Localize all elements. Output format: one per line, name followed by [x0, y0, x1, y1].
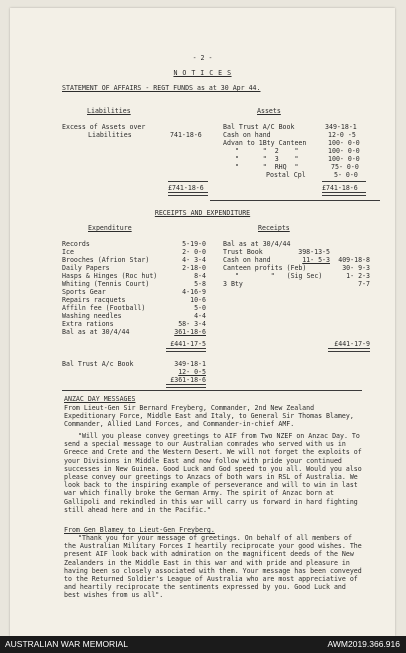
summary-total: £361-18-6 [170, 376, 206, 384]
expenditure-amount: 4-16-9 [182, 288, 206, 296]
receipt-subamount: 30- 9-3 [342, 264, 370, 272]
receipt-subamount: 11- 5-3 [302, 256, 330, 264]
assets-rule [322, 181, 366, 182]
receipt-subamount: 7-7 [358, 280, 370, 288]
expenditure-amount: 361-18-6 [174, 328, 206, 336]
asset-amount: 12-0 -5 [328, 131, 356, 139]
receipt-label: Canteen profits (Feb) [223, 264, 307, 272]
expenditure-amount: 10-6 [190, 296, 206, 304]
expenditure-amount: 4-4 [194, 312, 206, 320]
section-divider [210, 200, 380, 201]
document-page [10, 8, 395, 636]
receipt-label: 3 Bty [223, 280, 243, 288]
asset-row: Cash on hand [223, 131, 271, 139]
expenditure-label: Repairs racquets [62, 296, 126, 304]
expenditure-label: Bal as at 30/4/44 [62, 328, 130, 336]
anzac-intro: From Lieut-Gen Sir Bernard Freyberg, Commander, 2nd New Zealand Expeditionary Force, Middle East and Italy, to General Sir Thomas Blamey, Commander, Allied Land Forces, and Commander-in-chief AMF. [64, 404, 354, 429]
notices-title: N O T I C E S [173, 69, 232, 77]
liability-rule [168, 181, 208, 182]
assets-total: £741-18-6 [322, 184, 358, 192]
expenditure-amount: 2-18-0 [182, 264, 206, 272]
expenditure-label: Ice [62, 248, 74, 256]
receipts-heading: Receipts [258, 224, 290, 232]
summary-total-rule [166, 384, 206, 388]
page-number: - 2 - [192, 54, 213, 62]
asset-amount: 100- 0-0 [328, 155, 360, 163]
receipt-label: " " (Sig Sec) [235, 272, 323, 280]
asset-amount: 100- 0-0 [328, 147, 360, 155]
expenditure-amount: 2- 0-0 [182, 248, 206, 256]
section-divider [62, 390, 362, 391]
statement-heading: STATEMENT OF AFFAIRS - REGT FUNDS as at 30 Apr 44. [62, 84, 261, 92]
expenditure-total: £441-17-5 [170, 340, 206, 348]
anzac-heading: ANZAC DAY MESSAGES [64, 395, 136, 403]
asset-amount: 100- 0-0 [328, 139, 360, 147]
expenditure-label: Affiln fee (Football) [62, 304, 146, 312]
expenditure-label: Daily Papers [62, 264, 110, 272]
asset-amount: 5- 0-0 [334, 171, 358, 179]
asset-row: " " 2 " [235, 147, 299, 155]
asset-amount: 349-18-1 [325, 123, 357, 131]
expenditure-amount: 5-19-0 [182, 240, 206, 248]
expenditure-heading: Expenditure [88, 224, 132, 232]
asset-amount: 75- 0-0 [331, 163, 359, 171]
receipt-label: Bal as at 30/4/44 [223, 240, 291, 248]
receipt-label: Cash on hand [223, 256, 271, 264]
liability-label-line2: Liabilities [88, 131, 132, 139]
expenditure-amount: 58- 3-4 [178, 320, 206, 328]
expenditure-label: Hasps & Hinges (Roc hut) [62, 272, 158, 280]
asset-row: Bal Trust A/C Book [223, 123, 295, 131]
expenditure-amount: 8-4 [194, 272, 206, 280]
assets-total-rule [322, 192, 366, 196]
assets-heading: Assets [257, 107, 281, 115]
expenditure-label: Whiting (Tennis Court) [62, 280, 150, 288]
expenditure-label: Brooches (Afrion Star) [62, 256, 150, 264]
expenditure-label: Sports Gear [62, 288, 106, 296]
liability-total-rule [168, 192, 208, 196]
asset-row: " " RHQ " [235, 163, 299, 171]
asset-row: Postal Cpl [266, 171, 306, 179]
summary-label: Bal Trust A/c Book [62, 360, 134, 368]
expenditure-total-rule [166, 348, 206, 352]
expenditure-amount: 5-0 [194, 304, 206, 312]
summary-amount: 349-18-1 [174, 360, 206, 368]
anzac-reply-blamey: "Thank you for your message of greetings. On behalf of all members of the Australian Military Forces I heartily reciprocate your good wishes. The present AIF look back with admiration on the magnificent deeds of the New Zealanders in the Middle East in this war and with pride and pleasure in having been so closely associated with them. Your message has been conveyed to the Returned Soldier's League of Australia who are most appreciative of and heartily reciprocate the sentiments expressed by you. Good Luck and best wishes from us all". [64, 534, 362, 600]
receipts-total: £441-17-9 [334, 340, 370, 348]
liability-total: £741-18-6 [168, 184, 204, 192]
receipt-subamount: 1- 2-3 [346, 272, 370, 280]
receipts-total-rule [328, 348, 370, 352]
anzac-message-freyberg: "Will you please convey greetings to AIF from Two NZEF on Anzac Day. To send a special message to our Australian comrades who served with us in Greece and Crete and the Western Desert. We will not forget the exploits of your Divisions in Middle East and now follow with pride your continued successes in New Guinea. Good Luck and God speed to you all. Would you also please convey our greetings to Anzacs of both wars in RSL of Australia. We look back to the inspiring example of perseverance and will to win in last war which finally broke the German Army. The spirit of Anzac born at Gallipoli and rekindled in this war will carry us forward in hard fighting still ahead here and in the Pacific." [64, 432, 362, 514]
expenditure-label: Records [62, 240, 90, 248]
receipts-expenditure-heading: RECEIPTS AND EXPENDITURE [154, 209, 251, 217]
liabilities-heading: Liabilities [87, 107, 131, 115]
footer-catalogue-number: AWM2019.366.916 [327, 639, 400, 649]
expenditure-amount: 5-8 [194, 280, 206, 288]
liability-amount: 741-18-6 [170, 131, 202, 139]
receipt-subamount: 398-13-5 [298, 248, 330, 256]
receipt-label: Trust Book [223, 248, 263, 256]
reply-heading: From Gen Blamey to Lieut-Gen Freyberg. [64, 526, 215, 534]
asset-row: Advan to 1Bty Canteen [223, 139, 307, 147]
asset-row: " " 3 " [235, 155, 299, 163]
expenditure-label: Washing needles [62, 312, 122, 320]
footer-institution: AUSTRALIAN WAR MEMORIAL [5, 639, 128, 649]
liability-label-line1: Excess of Assets over [62, 123, 146, 131]
receipt-amount: 409-18-8 [338, 256, 370, 264]
summary-amount: 12- 0-5 [178, 368, 206, 376]
expenditure-amount: 4- 3-4 [182, 256, 206, 264]
expenditure-label: Extra rations [62, 320, 114, 328]
archive-footer-bar [0, 636, 406, 653]
